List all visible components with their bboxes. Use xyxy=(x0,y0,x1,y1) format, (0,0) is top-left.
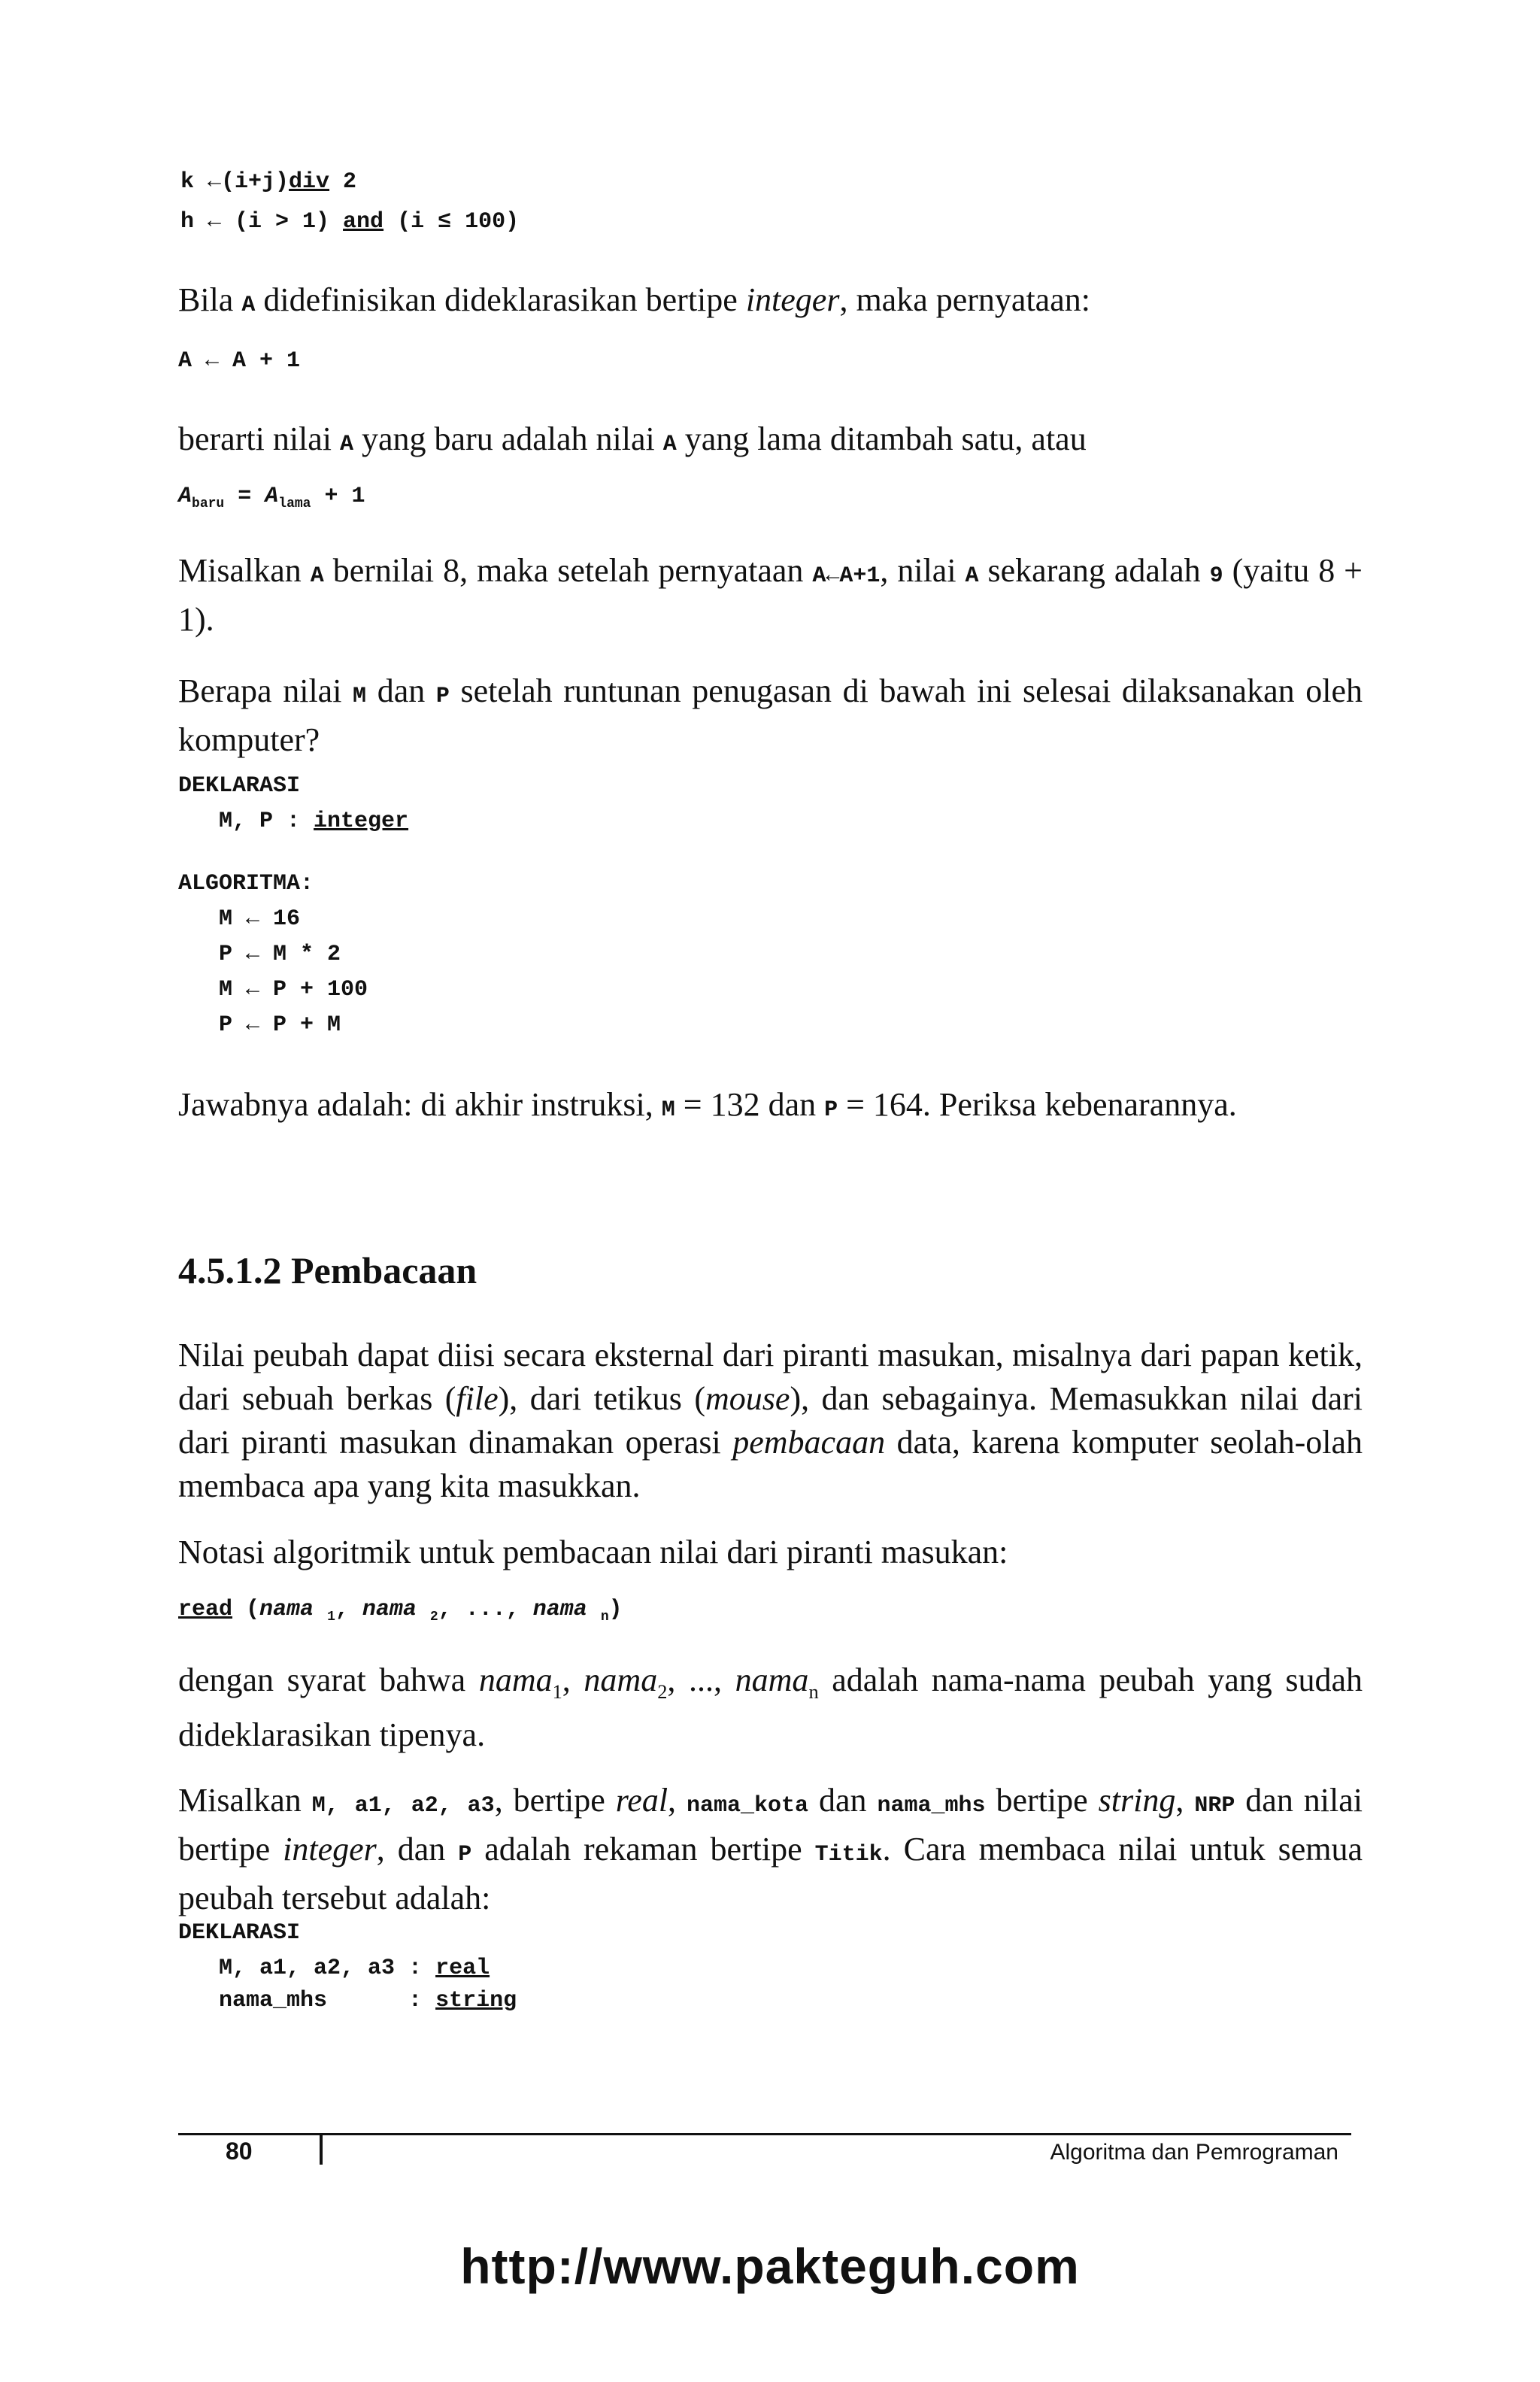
paragraph-dengan-syarat: dengan syarat bahwa nama$_1$, nama$_2$, ..., nama$_n$ adalah nama-nama peubah yang sudah dideklarasikan tipenya. xyxy=(178,1661,1363,1753)
decl-line-string: nama_mhs : string xyxy=(178,1988,517,2013)
decl-line-real: M, a1, a2, a3 : real xyxy=(178,1956,490,1981)
footer-rule xyxy=(178,2133,1351,2135)
algo-heading: ALGORITMA: xyxy=(178,871,314,897)
code-abaru: $A_{baru} = A_{lama} + 1$ xyxy=(178,484,365,511)
code-read: read (nama $_1$, nama $_2$, ..., nama $_n$) xyxy=(178,1597,623,1625)
algo-line: M ← P + 100 xyxy=(178,977,368,1003)
paragraph-berarti: berarti nilai A yang baru adalah nilai A yang lama ditambah satu, atau xyxy=(178,420,1087,457)
decl-heading-2: DEKLARASI xyxy=(178,1920,301,1946)
page-number: 80 xyxy=(226,2138,253,2165)
section-heading: 4.5.1.2 Pembacaan xyxy=(178,1249,477,1291)
paragraph-bila-a: Bila A didefinisikan dideklarasikan bertipe integer, maka pernyataan: xyxy=(178,281,1090,318)
code-line-k: k ←(i+j)div 2 xyxy=(180,169,357,195)
footer-divider xyxy=(320,2135,323,2165)
code-increment: A ← A + 1 xyxy=(178,348,301,374)
paragraph-jawabnya: Jawabnya adalah: di akhir instruksi, M = 132 dan P = 164. Periksa kebenarannya. xyxy=(178,1086,1237,1123)
code-line-h: h ← (i > 1) and (i ≤ 100) xyxy=(180,209,520,235)
algo-line: P ← M * 2 xyxy=(178,942,341,967)
book-title: Algoritma dan Pemrograman xyxy=(1050,2140,1338,2165)
decl-heading-1: DEKLARASI xyxy=(178,773,301,799)
algo-line: M ← 16 xyxy=(178,906,301,932)
paragraph-misalkan-a: Misalkan A bernilai 8, maka setelah pernyataan A←A+1, nilai A sekarang adalah 9 (yaitu 8 + 1). xyxy=(178,552,1363,638)
paragraph-berapa-nilai: Berapa nilai M dan P setelah runtunan penugasan di bawah ini selesai dilaksanakan oleh komputer? xyxy=(178,672,1363,758)
algo-line: P ← P + M xyxy=(178,1012,341,1038)
paragraph-misalkan-m: Misalkan M, a1, a2, a3, bertipe real, nama_kota dan nama_mhs bertipe string, NRP dan nilai bertipe integer, dan P adalah rekaman bertipe Titik. Cara membaca nilai untuk semua peubah tersebut adalah: xyxy=(178,1782,1363,1916)
watermark-url: http://www.pakteguh.com xyxy=(460,2238,1080,2294)
paragraph-notasi: Notasi algoritmik untuk pembacaan nilai dari piranti masukan: xyxy=(178,1534,1008,1570)
decl-line-mp: M, P : integer xyxy=(178,809,409,834)
paragraph-nilai-peubah: Nilai peubah dapat diisi secara eksternal dari piranti masukan, misalnya dari papan ketik, dari sebuah berkas (file), dari tetikus (mouse), dan sebagainya. Memasukkan nilai dari dari piranti masukan dinamakan operasi pembacaan data, karena komputer seolah-olah membaca apa yang kita masukkan. xyxy=(178,1337,1363,1504)
